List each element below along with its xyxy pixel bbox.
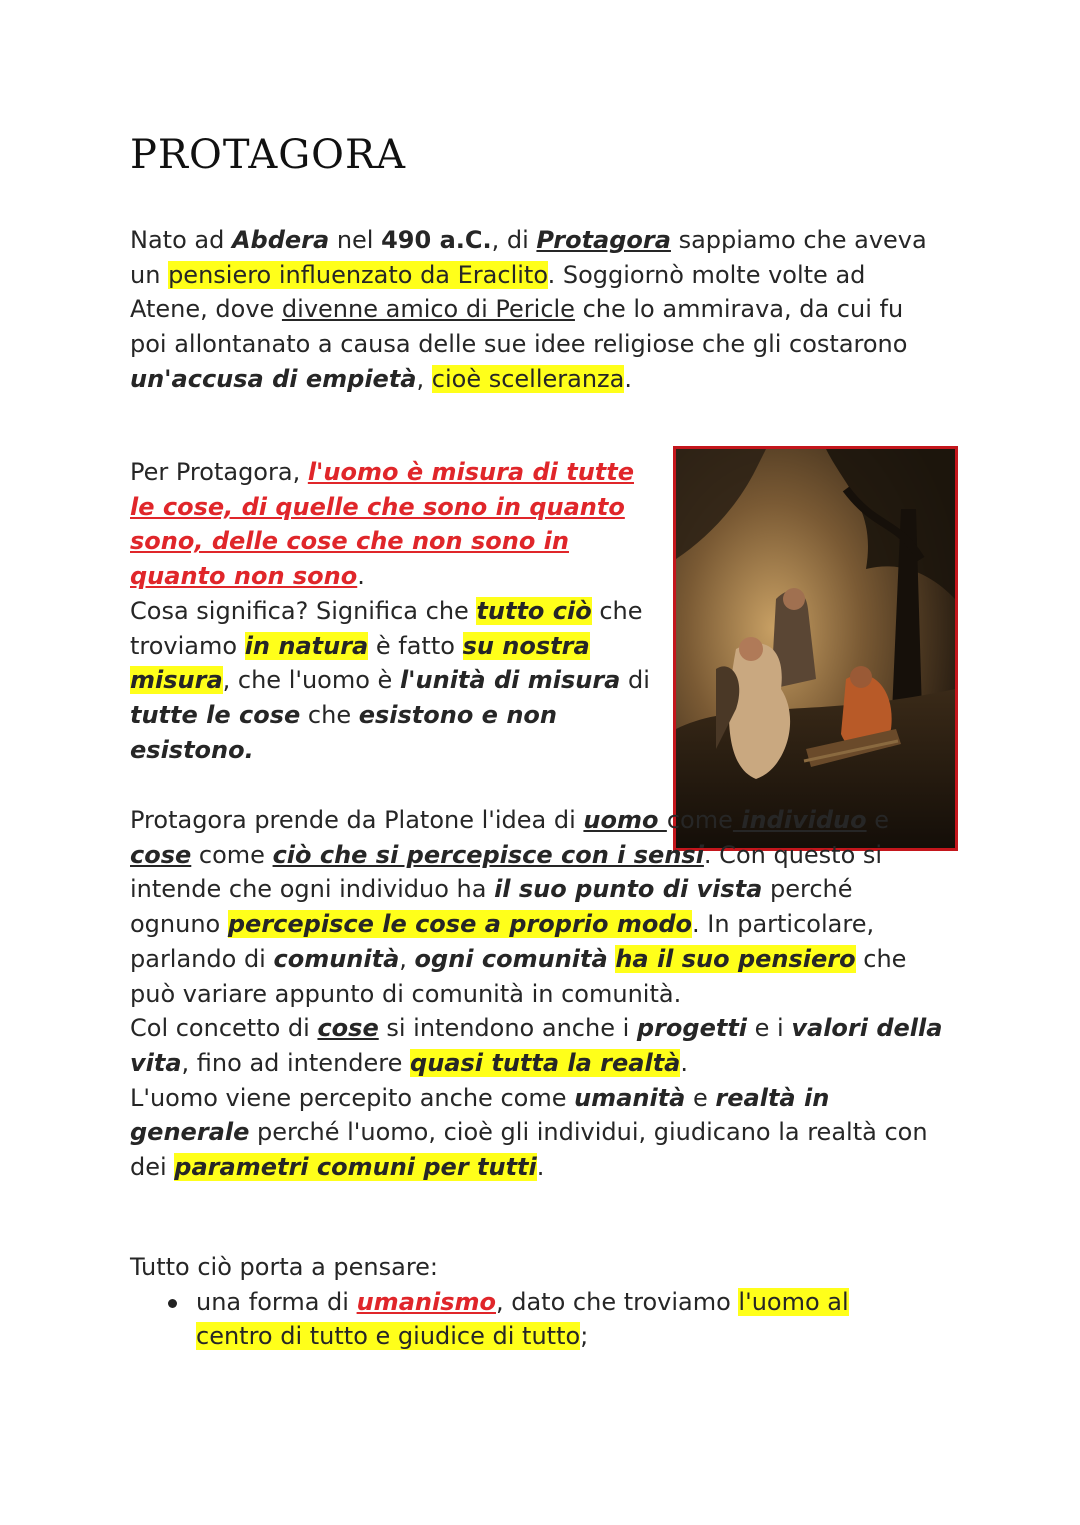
text: perché l'uomo, cioè gli individui, giudicano la realtà con dei: [130, 1118, 928, 1182]
text: perché ognuno: [130, 875, 853, 939]
highlight: percepisce le cose a proprio modo: [227, 910, 693, 939]
bold-italic-text: l'unità di misura: [399, 666, 621, 695]
text: e i: [747, 1014, 792, 1043]
highlight: cioè scelleranza: [431, 364, 625, 393]
text: di: [620, 666, 650, 695]
text: .: [680, 1048, 689, 1077]
text: .: [624, 364, 633, 393]
underlined-term: ciò che si percepisce con i sensi: [272, 840, 704, 869]
underlined-term: cose: [130, 840, 192, 869]
text: che lo ammirava, da cui fu poi allontanato a causa delle sue idee religiose che gli costarono: [130, 295, 908, 359]
text: L'uomo viene percepito anche come: [130, 1083, 575, 1112]
paragraph-biography: [130, 223, 930, 397]
paragraph-individuo: [130, 803, 950, 1185]
bold-italic-text: valori della vita: [130, 1014, 943, 1077]
text: e: [685, 1083, 716, 1112]
text: nel: [329, 226, 382, 254]
bold-italic-text: progetti: [636, 1014, 748, 1043]
underlined-term: cose: [317, 1014, 379, 1043]
highlight: tutto ciò: [476, 596, 592, 625]
text: Nato ad: [130, 226, 232, 254]
text: , che l'uomo è: [222, 666, 400, 695]
text: una forma di: [196, 1287, 357, 1316]
text: .: [536, 1153, 545, 1182]
highlight: l'uomo al centro di tutto e giudice di tutto: [196, 1287, 849, 1351]
term-umanismo: umanismo: [356, 1287, 496, 1316]
text: che troviamo: [130, 596, 643, 660]
bold-italic-text: un'accusa di empietà: [130, 364, 417, 393]
text: che: [300, 700, 359, 729]
text: . In particolare, parlando di: [130, 910, 875, 973]
text: , di: [491, 226, 537, 254]
highlight: quasi tutta la realtà: [410, 1048, 681, 1077]
bold-italic-text: ogni comunità: [414, 944, 608, 973]
painting-illustration: [676, 449, 955, 848]
text: come: [666, 806, 733, 834]
text: è fatto: [368, 631, 463, 660]
intro-text: Tutto ciò porta a pensare:: [130, 1253, 439, 1281]
highlight: parametri comuni per tutti: [174, 1153, 537, 1182]
highlight: su nostra misura: [130, 631, 590, 695]
painting-image: [673, 446, 958, 851]
text: Protagora prende da Platone l'idea di: [130, 806, 584, 834]
underlined-text: divenne amico di Pericle: [281, 295, 575, 324]
highlight: in natura: [244, 631, 369, 660]
text: e: [866, 806, 889, 834]
text: Col concetto di: [130, 1014, 318, 1043]
text: ;: [580, 1322, 589, 1351]
list-item: [130, 1285, 930, 1354]
text: si intendono anche i: [378, 1014, 637, 1043]
text: come: [191, 840, 273, 869]
birth-year: 490 a.C.: [381, 226, 492, 254]
bold-italic-text: umanità: [574, 1083, 686, 1112]
name-protagora: Protagora: [536, 226, 671, 254]
text: sappiamo che aveva un: [130, 226, 927, 289]
text: ,: [399, 944, 415, 973]
text: . Soggiornò molte volte ad Atene, dove: [130, 260, 866, 324]
underlined-term: individuo: [732, 806, 867, 834]
text: , dato che troviamo: [495, 1287, 739, 1316]
paragraph-uomo-misura: [130, 455, 655, 767]
highlight: ha il suo pensiero: [615, 944, 856, 973]
bold-italic-text: esistono e non esistono.: [130, 700, 557, 764]
page-title: PROTAGORA: [130, 132, 406, 178]
paragraph-conseguenze: [130, 1250, 930, 1354]
quote-uomo-misura: l'uomo è misura di tutte le cose, di quelle che sono in quanto sono, delle cose che non sono in quanto non sono: [130, 458, 634, 591]
text: Per Protagora,: [130, 458, 308, 486]
text: . Con questo si intende che ogni individuo ha: [130, 840, 883, 904]
text: , fino ad intendere: [181, 1048, 411, 1077]
bullet-list: [130, 1285, 930, 1354]
underlined-term: uomo: [583, 806, 667, 834]
place-abdera: Abdera: [231, 226, 330, 254]
bold-italic-text: il suo punto di vista: [494, 875, 763, 904]
text: che può variare appunto di comunità in comunità.: [130, 944, 907, 1008]
bold-italic-text: comunità: [273, 944, 400, 973]
bold-italic-text: tutte le cose: [130, 700, 301, 729]
highlight: pensiero influenzato da Eraclito: [168, 260, 548, 289]
text: .: [357, 562, 365, 591]
text: Cosa significa? Significa che: [130, 596, 477, 625]
text: ,: [416, 364, 432, 393]
bold-italic-text: realtà in generale: [130, 1083, 830, 1147]
